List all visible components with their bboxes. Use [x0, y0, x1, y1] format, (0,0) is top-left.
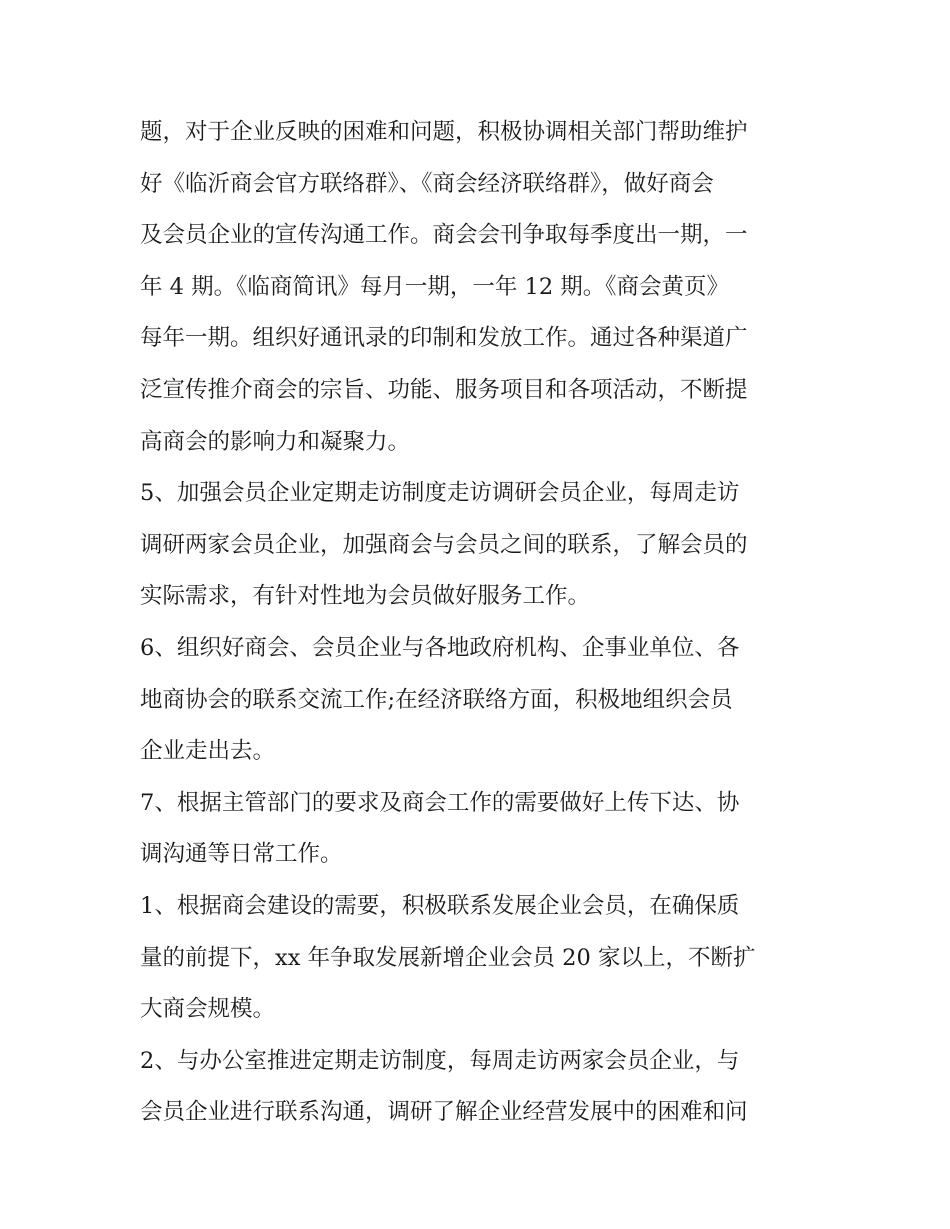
text-line: 好《临沂商会官方联络群》、《商会经济联络群》，做好商会: [140, 170, 714, 197]
text-line: 大商会规模。: [140, 996, 276, 1023]
text-line: 企业走出去。: [140, 738, 276, 765]
text-line: 调研两家会员企业，加强商会与会员之间的联系，了解会员的: [140, 531, 748, 558]
text-line: 量的前提下，xx 年争取发展新增企业会员 20 家以上，不断扩: [140, 944, 756, 971]
text-line: 每年一期。组织好通讯录的印制和发放工作。通过各种渠道广: [140, 325, 748, 352]
text-line: 调沟通等日常工作。: [140, 841, 343, 868]
text-line: 7、根据主管部门的要求及商会工作的需要做好上传下达、协: [140, 789, 740, 816]
text-line: 高商会的影响力和凝聚力。: [140, 428, 411, 455]
text-line: 1、根据商会建设的需要，积极联系发展企业会员，在确保质: [140, 892, 740, 919]
text-line: 泛宣传推介商会的宗旨、功能、服务项目和各项活动，不断提: [140, 376, 748, 403]
text-line: 6、组织好商会、会员企业与各地政府机构、企事业单位、各: [140, 634, 740, 661]
text-line: 2、与办公室推进定期走访制度，每周走访两家会员企业，与: [140, 1047, 740, 1074]
text-line: 实际需求，有针对性地为会员做好服务工作。: [140, 583, 591, 610]
text-line: 题，对于企业反映的困难和问题，积极协调相关部门帮助维护: [140, 119, 748, 145]
text-line: 会员企业进行联系沟通，调研了解企业经营发展中的困难和问: [140, 1099, 748, 1126]
text-line: 地商协会的联系交流工作;在经济联络方面，积极地组织会员: [140, 686, 733, 713]
text-line: 5、加强会员企业定期走访制度走访调研会员企业，每周走访: [140, 480, 740, 507]
document-body: [140, 107, 820, 1139]
text-line: 及会员企业的宣传沟通工作。商会会刊争取每季度出一期，一: [140, 222, 748, 249]
text-line: 年 4 期。《临商简讯》每月一期，一年 12 期。《商会黄页》: [140, 273, 730, 300]
